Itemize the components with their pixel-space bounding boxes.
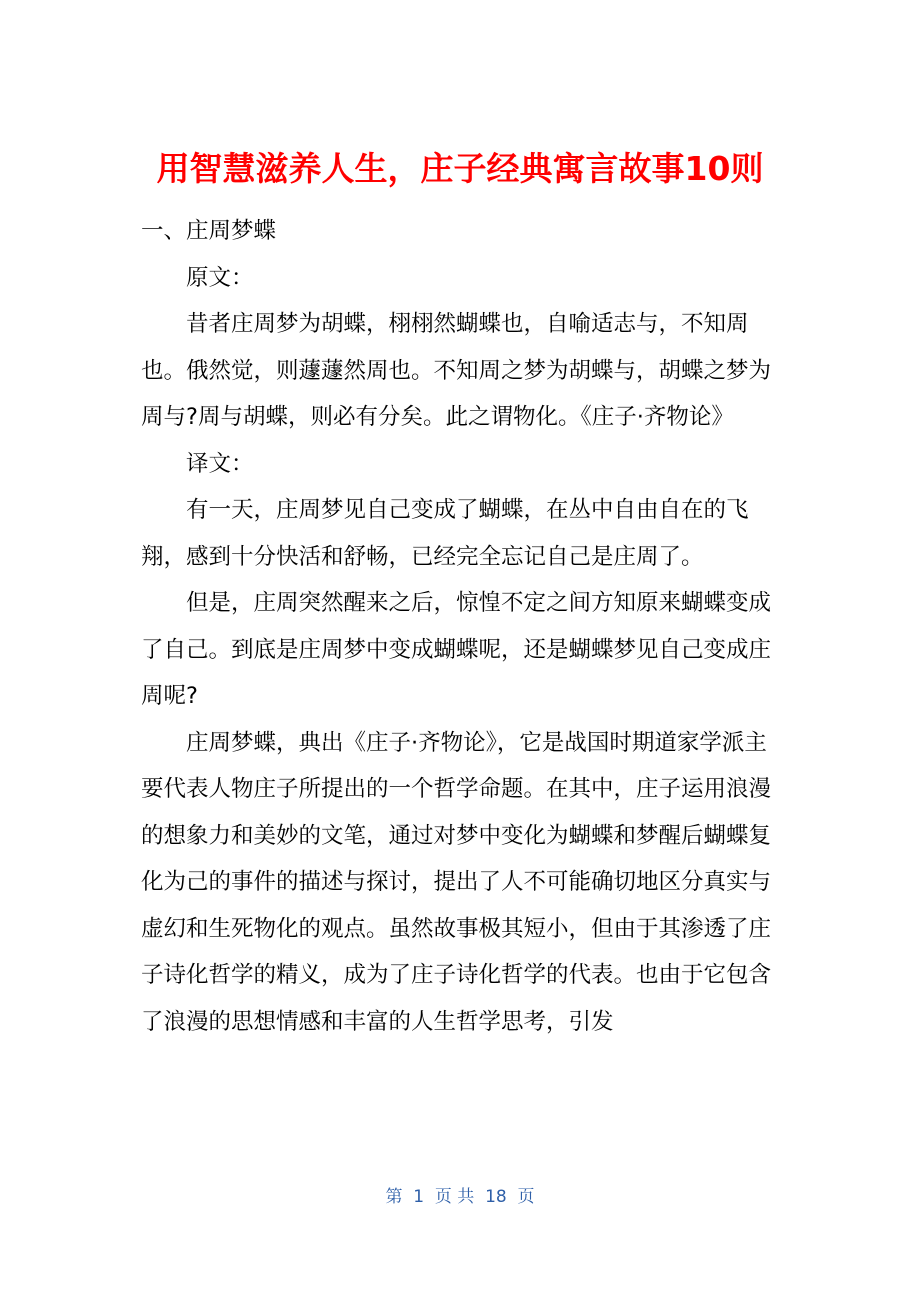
translation-paragraph: 但是，庄周突然醒来之后，惊惶不定之间方知原来蝴蝶变成了自己。到底是庄周梦中变成蝴蝶呢，还是蝴蝶梦见自己变成庄周呢? (141, 590, 772, 709)
original-label: 原文： (186, 264, 254, 291)
document-body (141, 208, 781, 1045)
original-text: 昔者庄周梦为胡蝶，栩栩然蝴蝶也，自喻适志与，不知周也。俄然觉，则蘧蘧然周也。不知周之梦为胡蝶与，胡蝶之梦为周与?周与胡蝶，则必有分矣。此之谓物化。《庄子·齐物论》 (141, 311, 772, 430)
translation-label: 译文： (186, 450, 254, 477)
commentary-paragraph: 庄周梦蝶，典出《庄子·齐物论》，它是战国时期道家学派主要代表人物庄子所提出的一个哲学命题。在其中，庄子运用浪漫的想象力和美妙的文笔，通过对梦中变化为蝴蝶和梦醒后蝴蝶复化为己的事件的描述与探讨，提出了人不可能确切地区分真实与虚幻和生死物化的观点。虽然故事极其短小，但由于其渗透了庄子诗化哲学的精义，成为了庄子诗化哲学的代表。也由于它包含了浪漫的思想情感和丰富的人生哲学思考，引发 (141, 729, 772, 1035)
document-title: 用智慧滋养人生，庄子经典寓言故事10则 (156, 149, 764, 188)
translation-paragraph: 有一天，庄周梦见自己变成了蝴蝶，在丛中自由自在的飞翔，感到十分快活和舒畅，已经完全忘记自己是庄周了。 (141, 497, 749, 570)
section-heading: 一、庄周梦蝶 (141, 218, 277, 244)
page-number-footer: 第 1 页 共 18 页 (385, 1187, 535, 1207)
